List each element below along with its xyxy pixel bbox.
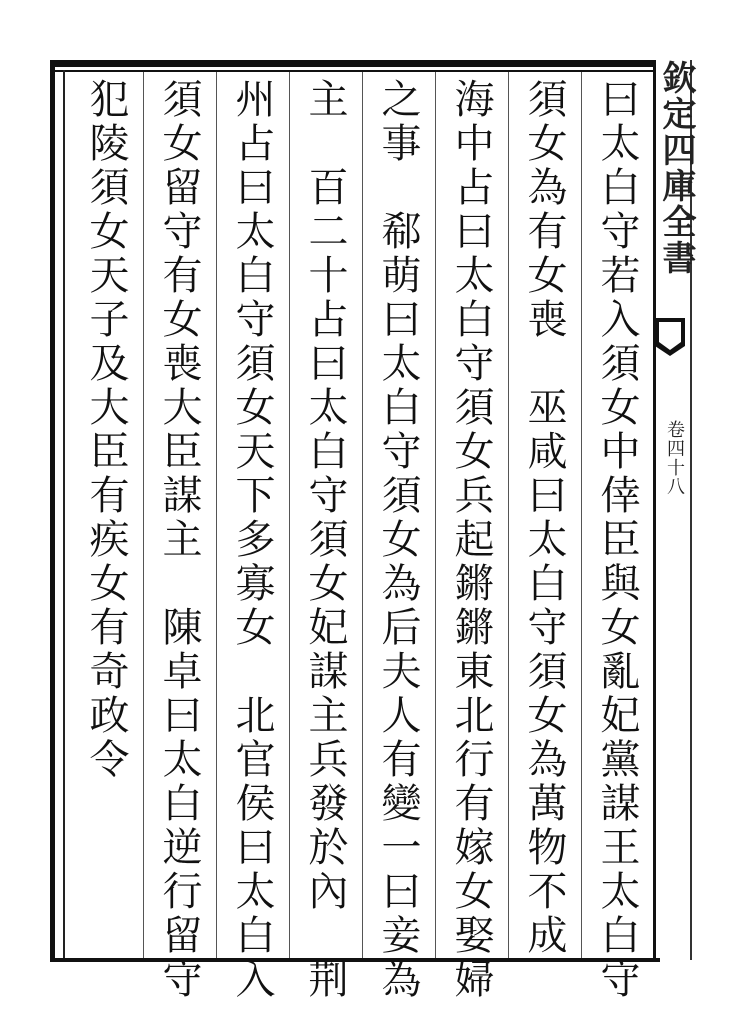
text-column-2: 須女為有女喪 巫咸曰太白守須女為萬物不成 [521, 78, 567, 958]
text-column-6: 州占曰太白守須女天下多寡女 北官侯曰太白入 [229, 78, 275, 1002]
text-column-7: 須女留守有女喪大臣謀主 陳卓曰太白逆行留守 [156, 78, 202, 1002]
column-rule [216, 72, 217, 958]
text-column-8: 犯陵須女天子及大臣有疾女有奇政令 [83, 78, 129, 782]
fishtail-mark-icon [655, 318, 685, 358]
column-rule [143, 72, 144, 958]
frame-left-inner-border [63, 70, 65, 960]
text-column-1: 曰太白守若入須女中倖臣與女亂妃黨謀王太白守 [594, 78, 640, 1002]
frame-top-border [55, 60, 655, 67]
frame-top-inner-border [55, 70, 655, 72]
text-column-4: 之事 郗萌曰太白守須女為后夫人有變一曰妾為 [375, 78, 421, 1002]
frame-left-border [50, 60, 55, 960]
text-column-3: 海中占曰太白守須女兵起鏘鏘東北行有嫁女娶婦 [448, 78, 494, 1002]
column-rule [581, 72, 582, 958]
column-rule [508, 72, 509, 958]
margin-book-title: 欽定四庫全書 [656, 60, 696, 276]
text-column-5: 主 百二十占曰太白守須女妃謀主兵發於內 荆 [302, 78, 348, 1002]
column-rule [362, 72, 363, 958]
column-rule [435, 72, 436, 958]
margin-volume-label: 卷四十八 [664, 420, 685, 496]
column-rule [289, 72, 290, 958]
